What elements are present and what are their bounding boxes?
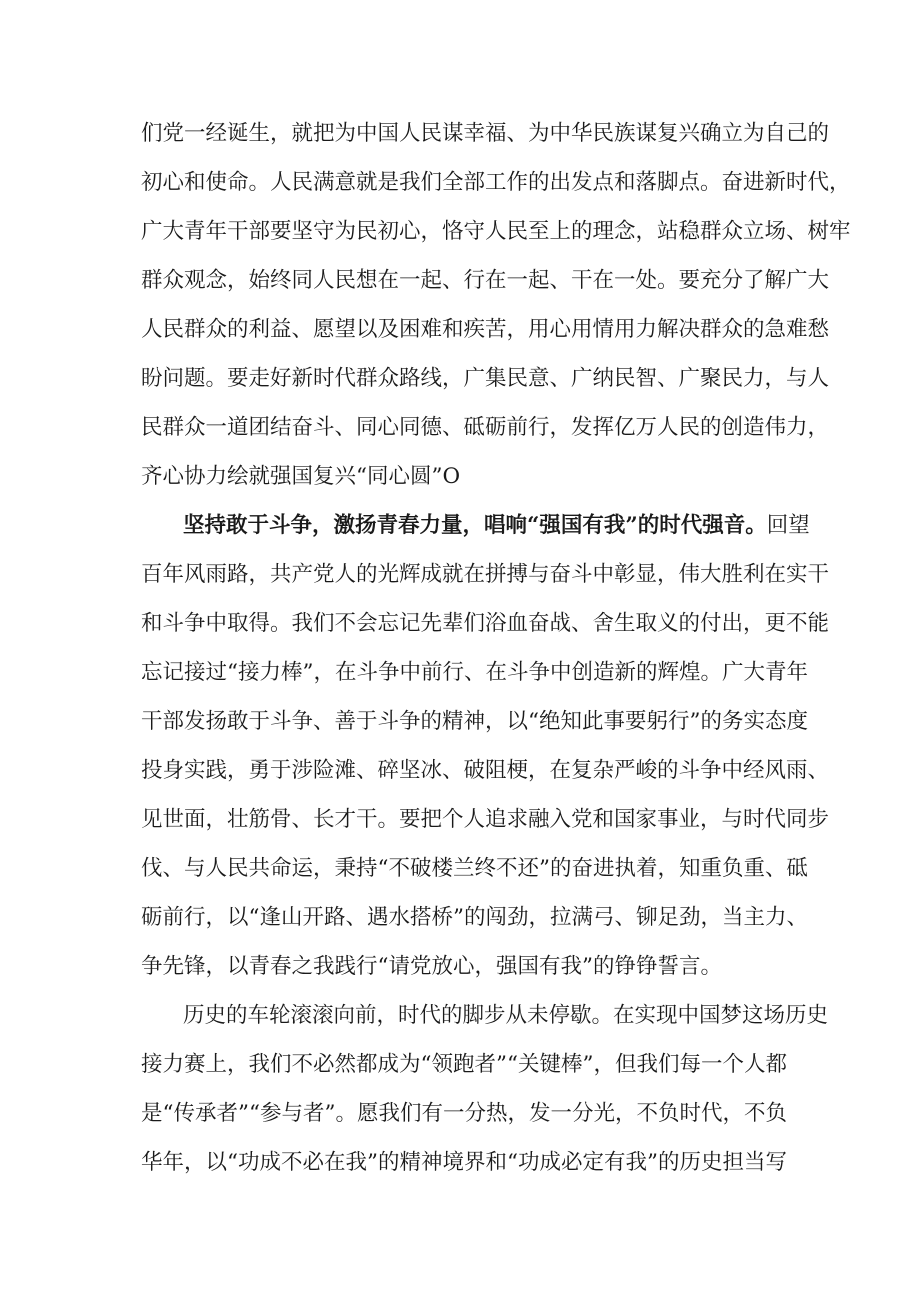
paragraph-1-line-1: 们党一经诞生，就把为中国人民谋幸福、为中华民族谋复兴确立为自己的: [141, 121, 830, 146]
paragraph-3-line-2: 接力赛上，我们不必然都成为“领跑者”“关键棒”，但我们每一个人都: [141, 1052, 787, 1077]
paragraph-2-line-6: 投身实践，勇于涉险滩、碎坚冰、破阻梗，在复杂严峻的斗争中经风雨、: [141, 758, 830, 783]
paragraph-3-line-3: 是“传承者”“参与者”。愿我们有一分热，发一分光，不负时代，不负: [141, 1101, 787, 1126]
paragraph-2-line-4: 忘记接过“接力棒”，在斗争中前行、在斗争中创造新的辉煌。广大青年: [141, 660, 808, 685]
paragraph-2-line-9: 砺前行，以“逢山开路、遇水搭桥”的闯劲，拉满弓、铆足劲，当主力、: [141, 905, 808, 930]
paragraph-3-line-1: 历史的车轮滚滚向前，时代的脚步从未停歇。在实现中国梦这场历史: [183, 1003, 829, 1028]
paragraph-2-line-8: 伐、与人民共命运，秉持“不破楼兰终不还”的奋进执着，知重负重、砥: [141, 856, 808, 881]
paragraph-2-line-3: 和斗争中取得。我们不会忘记先辈们浴血奋战、舍生取义的付出，更不能: [141, 611, 830, 636]
paragraph-1-line-7: 民群众一道团结奋斗、同心同德、砥砺前行，发挥亿万人民的创造伟力，: [141, 415, 830, 440]
paragraph-1-line-4: 群众观念，始终同人民想在一起、行在一起、干在一处。要充分了解广大: [141, 268, 830, 293]
paragraph-2-heading: 坚持敢于斗争，激扬青春力量，唱响“强国有我”的时代强音。: [183, 513, 767, 538]
paragraph-1-line-8: 齐心协力绘就强国复兴“同心圆”O: [141, 464, 461, 489]
paragraph-1-line-6: 盼问题。要走好新时代群众路线，广集民意、广纳民智、广聚民力，与人: [141, 366, 830, 391]
paragraph-2-line-10: 争先锋，以青春之我践行“请党放心，强国有我”的铮铮誓言。: [141, 954, 722, 979]
paragraph-2-line-7: 见世面，壮筋骨、长才干。要把个人追求融入党和国家事业，与时代同步: [141, 807, 830, 832]
paragraph-1-line-3: 广大青年干部要坚守为民初心，恪守人民至上的理念，站稳群众立场、树牢: [141, 219, 851, 244]
paragraph-2-heading-rest: 回望: [766, 513, 810, 538]
paragraph-1-line-5: 人民群众的利益、愿望以及困难和疾苦，用心用情用力解决群众的急难愁: [141, 317, 830, 342]
paragraph-1-line-2: 初心和使命。人民满意就是我们全部工作的出发点和落脚点。奋进新时代，: [141, 170, 851, 195]
paragraph-3-line-4: 华年，以“功成不必在我”的精神境界和“功成必定有我”的历史担当写: [141, 1150, 787, 1175]
paragraph-2-line-2: 百年风雨路，共产党人的光辉成就在拼搏与奋斗中彰显，伟大胜利在实干: [141, 562, 830, 587]
paragraph-2-line-1: [0, 508, 920, 544]
paragraph-2-line-5: 干部发扬敢于斗争、善于斗争的精神，以“绝知此事要躬行”的务实态度: [141, 709, 808, 734]
